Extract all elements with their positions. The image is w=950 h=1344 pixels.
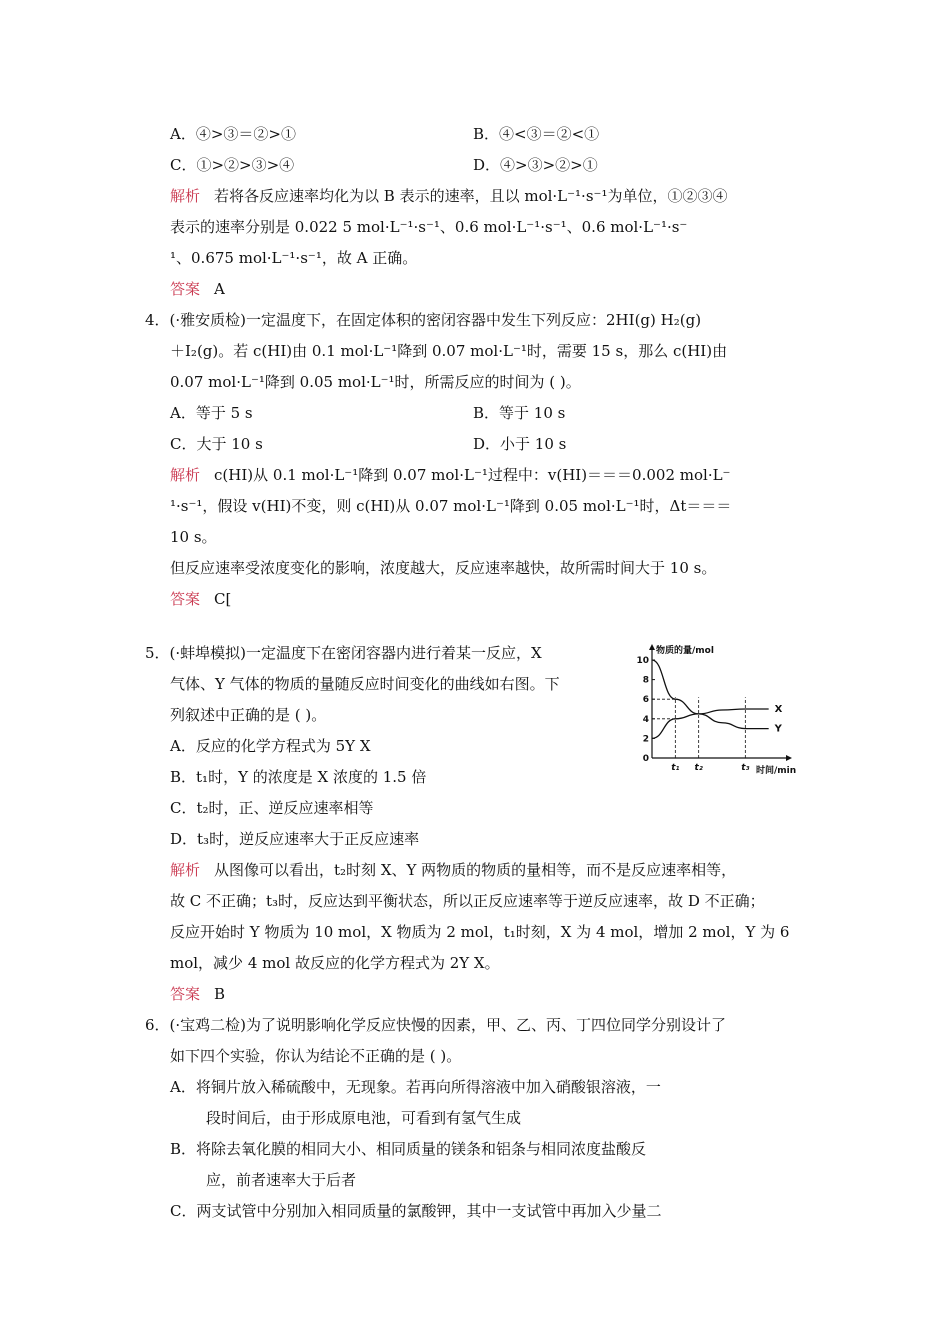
q3-option-b: B．④<③＝②<① <box>473 125 600 143</box>
q4-analysis-line-3: 10 s。 <box>170 528 217 546</box>
q5-option-c: C．t₂时，正、逆反应速率相等 <box>170 799 374 817</box>
q5-stem-line-1: 5．(·蚌埠模拟)一定温度下在密闭容器内进行着某一反应，X <box>145 644 542 662</box>
y-tick-label: 10 <box>636 656 649 666</box>
series-label-y: Y <box>774 723 782 735</box>
answer-value: A <box>214 280 225 298</box>
analysis-label: 解析 <box>170 187 201 205</box>
q6-option-a-line-1: A．将铜片放入稀硫酸中，无现象。若再向所得溶液中加入硝酸银溶液，一 <box>170 1078 661 1096</box>
q3-option-c: C．①>②>③>④ <box>170 156 295 174</box>
analysis-label: 解析 <box>170 466 201 484</box>
q6-stem-line-2: 如下四个实验，你认为结论不正确的是 ( )。 <box>170 1047 462 1065</box>
series-label-x: X <box>774 704 783 715</box>
q4-analysis-line-4: 但反应速率受浓度变化的影响，浓度越大，反应速率越快，故所需时间大于 10 s。 <box>170 559 717 577</box>
amount-vs-time-chart <box>636 640 800 776</box>
q5-analysis-line-2: 故 C 不正确；t₃时，反应达到平衡状态，所以正反应速率等于逆反应速率，故 D 不正确； <box>170 892 765 910</box>
analysis-text: c(HI)从 0.1 mol·L⁻¹降到 0.07 mol·L⁻¹过程中：v(HI)＝＝＝0.002 mol·L⁻ <box>214 466 731 484</box>
q3-option-d: D．④>③>②>① <box>473 156 598 174</box>
series-line-x <box>652 709 769 738</box>
q4-stem-line-3: 0.07 mol·L⁻¹降到 0.05 mol·L⁻¹时，所需反应的时间为 ( )。 <box>170 373 581 391</box>
q6-option-a-line-2: 段时间后，由于形成原电池，可看到有氢气生成 <box>206 1109 522 1127</box>
q4-option-d: D．小于 10 s <box>473 435 567 453</box>
answer-label: 答案 <box>170 280 201 298</box>
q5-stem-line-2: 气体、Y 气体的物质的量随反应时间变化的曲线如右图。下 <box>170 675 560 693</box>
q5-option-a: A．反应的化学方程式为 5Y X <box>170 737 371 755</box>
answer-value: C[ <box>214 590 232 608</box>
q4-answer <box>170 589 231 609</box>
x-tick-label: t₁ <box>671 763 680 773</box>
analysis-label: 解析 <box>170 861 201 879</box>
q3-answer <box>170 279 225 299</box>
x-axis-label: 时间/min <box>756 766 797 776</box>
analysis-text: 若将各反应速率均化为以 B 表示的速率，且以 mol·L⁻¹·s⁻¹为单位，①②③④ <box>214 187 728 205</box>
q5-option-b: B．t₁时，Y 的浓度是 X 浓度的 1.5 倍 <box>170 768 427 786</box>
series-line-y <box>652 660 769 729</box>
q6-option-c-line-1: C．两支试管中分别加入相同质量的氯酸钾，其中一支试管中再加入少量二 <box>170 1202 662 1220</box>
answer-label: 答案 <box>170 985 201 1003</box>
y-tick-label: 8 <box>642 675 649 686</box>
q4-option-a: A．等于 5 s <box>170 404 253 422</box>
y-tick-label: 6 <box>642 695 649 706</box>
x-tick-label: t₂ <box>694 763 703 773</box>
analysis-text: 从图像可以看出，t₂时刻 X、Y 两物质的物质的量相等，而不是反应速率相等， <box>214 861 737 879</box>
y-axis-arrow <box>649 644 655 650</box>
q3-option-a: A．④>③＝②>① <box>170 125 296 143</box>
answer-label: 答案 <box>170 590 201 608</box>
answer-value: B <box>214 985 226 1003</box>
q5-analysis-line-3: 反应开始时 Y 物质为 10 mol，X 物质为 2 mol，t₁时刻，X 为 4 mol，增加 2 mol，Y 为 6 <box>170 923 790 941</box>
q3-analysis-line-2: 表示的速率分别是 0.022 5 mol·L⁻¹·s⁻¹、0.6 mol·L⁻¹·s⁻¹、0.6 mol·L⁻¹·s⁻ <box>170 218 688 236</box>
q6-option-b-line-2: 应，前者速率大于后者 <box>206 1171 357 1189</box>
q4-stem-line-2: ＋I₂(g)。若 c(HI)由 0.1 mol·L⁻¹降到 0.07 mol·L⁻¹时，需要 15 s，那么 c(HI)由 <box>170 342 728 360</box>
q6-option-b-line-1: B．将除去氧化膜的相同大小、相同质量的镁条和铝条与相同浓度盐酸反 <box>170 1140 647 1158</box>
q5-option-d: D．t₃时，逆反应速率大于正反应速率 <box>170 830 420 848</box>
y-tick-label: 0 <box>642 754 649 764</box>
q4-analysis-line-1 <box>170 465 730 485</box>
q3-analysis-line-1 <box>170 186 727 206</box>
q4-option-c: C．大于 10 s <box>170 435 263 453</box>
q4-option-b: B．等于 10 s <box>473 404 566 422</box>
q4-analysis-line-2: ¹·s⁻¹，假设 v(HI)不变，则 c(HI)从 0.07 mol·L⁻¹降到 0.05 mol·L⁻¹时，Δt＝＝＝ <box>170 497 732 515</box>
q3-analysis-line-3: ¹、0.675 mol·L⁻¹·s⁻¹，故 A 正确。 <box>170 249 418 267</box>
y-axis-label: 物质的量/mol <box>656 646 714 656</box>
q4-stem-line-1: 4．(·雅安质检)一定温度下，在固定体积的密闭容器中发生下列反应：2HI(g) H₂(g) <box>145 311 702 329</box>
q5-answer <box>170 984 225 1004</box>
x-tick-label: t₃ <box>741 763 750 773</box>
q5-analysis-line-1 <box>170 860 736 880</box>
q6-stem-line-1: 6．(·宝鸡二检)为了说明影响化学反应快慢的因素，甲、乙、丙、丁四位同学分别设计了 <box>145 1016 727 1034</box>
q5-analysis-line-4: mol，减少 4 mol 故反应的化学方程式为 2Y X。 <box>170 954 500 972</box>
x-axis-arrow <box>786 755 792 761</box>
y-tick-label: 2 <box>642 734 649 745</box>
q5-stem-line-3: 列叙述中正确的是 ( )。 <box>170 706 327 724</box>
y-tick-label: 4 <box>642 714 649 725</box>
